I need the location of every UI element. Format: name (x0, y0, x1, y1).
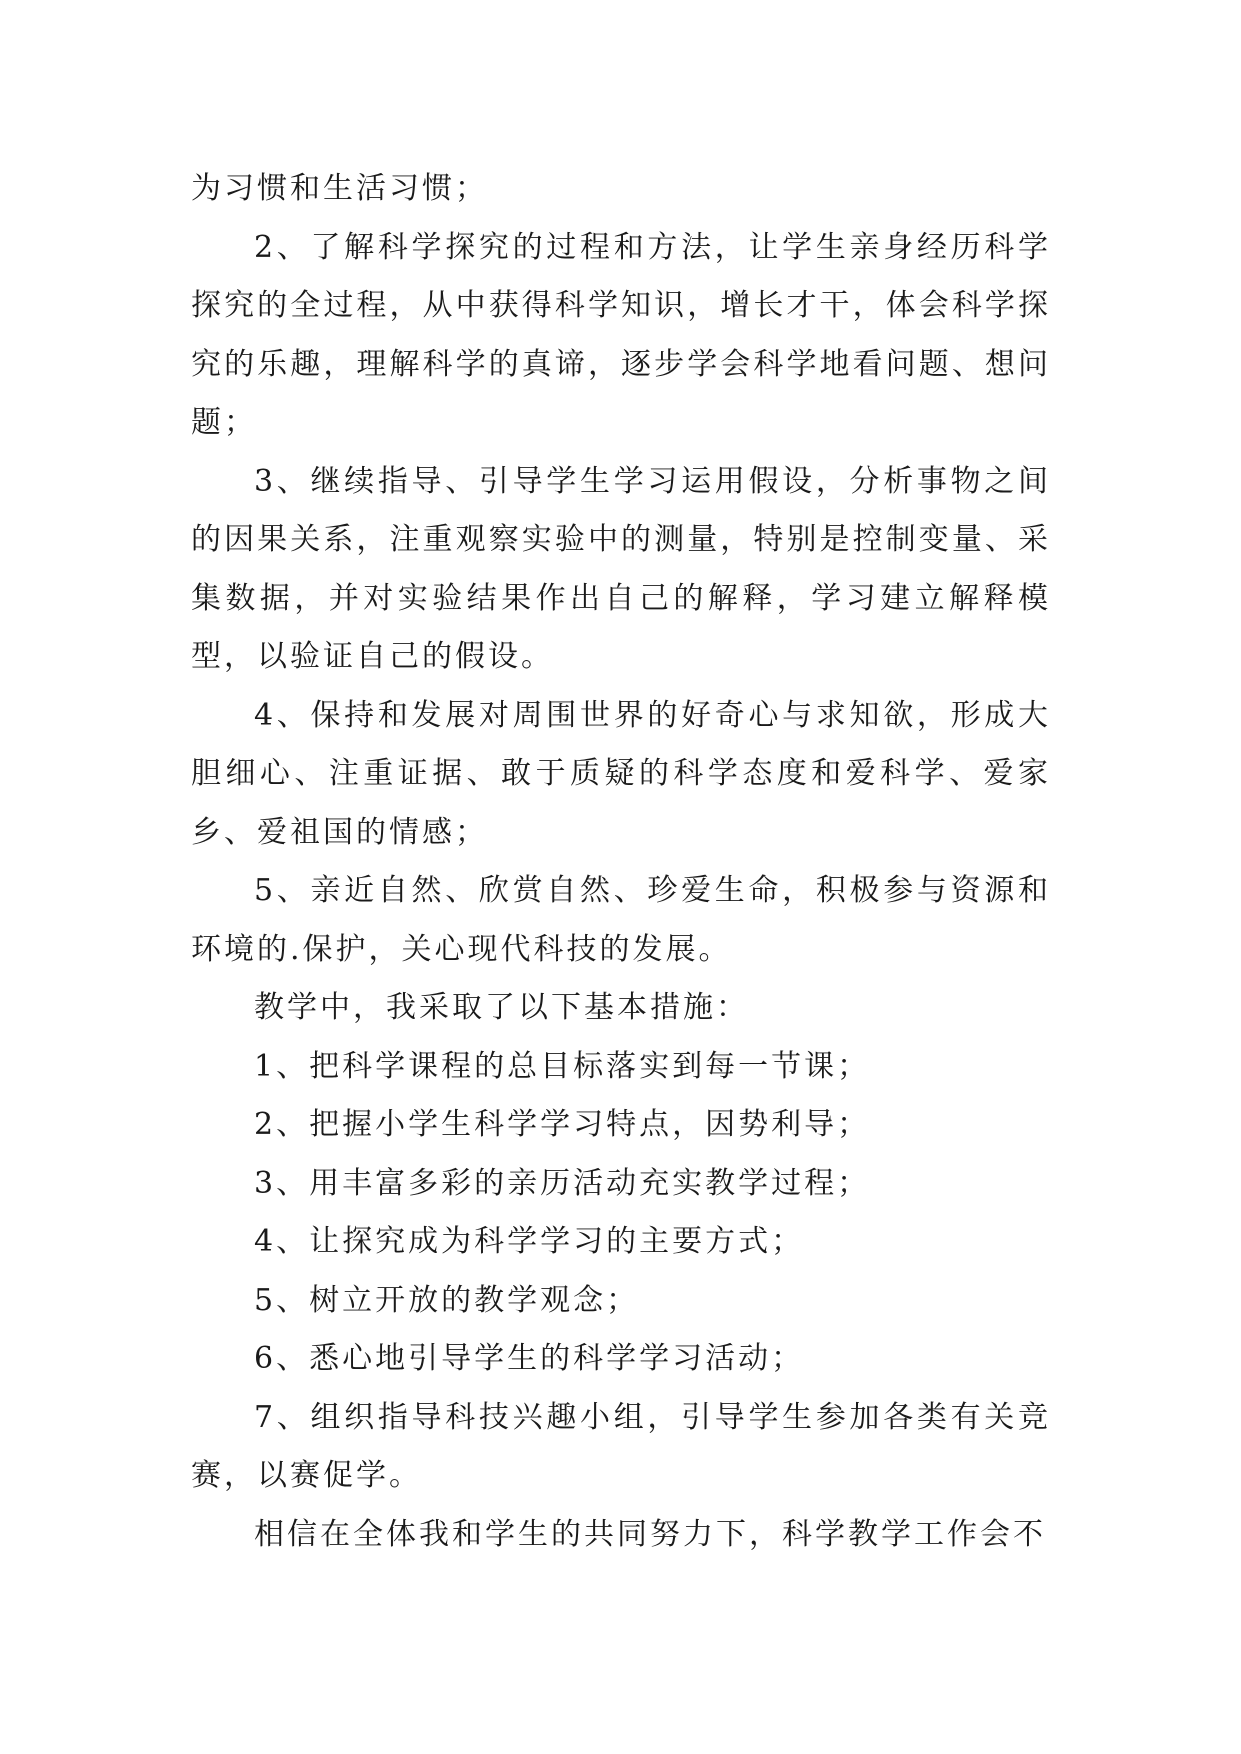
document-body (191, 160, 1051, 1564)
paragraph-habits-continuation: 为习惯和生活习惯； (191, 171, 488, 206)
paragraph-measure-3: 3、用丰富多彩的亲历活动充实教学过程； (254, 1165, 871, 1201)
paragraph-closing: 相信在全体我和学生的共同努力下，科学教学工作会不 (254, 1516, 1046, 1552)
paragraph-measures-intro: 教学中，我采取了以下基本措施： (254, 990, 749, 1025)
paragraph-measure-5: 5、树立开放的教学观念； (254, 1282, 640, 1318)
paragraph-measure-7: 7、组织指导科技兴趣小组，引导学生参加各类有关竞赛，以赛促学。 (191, 1399, 1051, 1493)
paragraph-measure-4: 4、让探究成为科学学习的主要方式； (254, 1224, 805, 1259)
paragraph-measure-2: 2、把握小学生科学学习特点，因势利导； (254, 1107, 871, 1142)
paragraph-measure-6: 6、悉心地引导学生的科学学习活动； (254, 1341, 805, 1376)
paragraph-goal-4: 4、保持和发展对周围世界的好奇心与求知欲，形成大胆细心、注重证据、敢于质疑的科学态度和爱科学、爱家乡、爱祖国的情感； (191, 697, 1051, 850)
paragraph-goal-5: 5、亲近自然、欣赏自然、珍爱生命，积极参与资源和环境的.保护，关心现代科技的发展。 (191, 873, 1051, 967)
paragraph-measure-1: 1、把科学课程的总目标落实到每一节课； (254, 1048, 871, 1084)
paragraph-goal-2: 2、了解科学探究的过程和方法，让学生亲身经历科学探究的全过程，从中获得科学知识，增长才干，体会科学探究的乐趣，理解科学的真谛，逐步学会科学地看问题、想问题； (191, 229, 1051, 440)
paragraph-goal-3: 3、继续指导、引导学生学习运用假设，分析事物之间的因果关系，注重观察实验中的测量，特别是控制变量、采集数据，并对实验结果作出自己的解释，学习建立解释模型，以验证自己的假设。 (191, 463, 1051, 674)
